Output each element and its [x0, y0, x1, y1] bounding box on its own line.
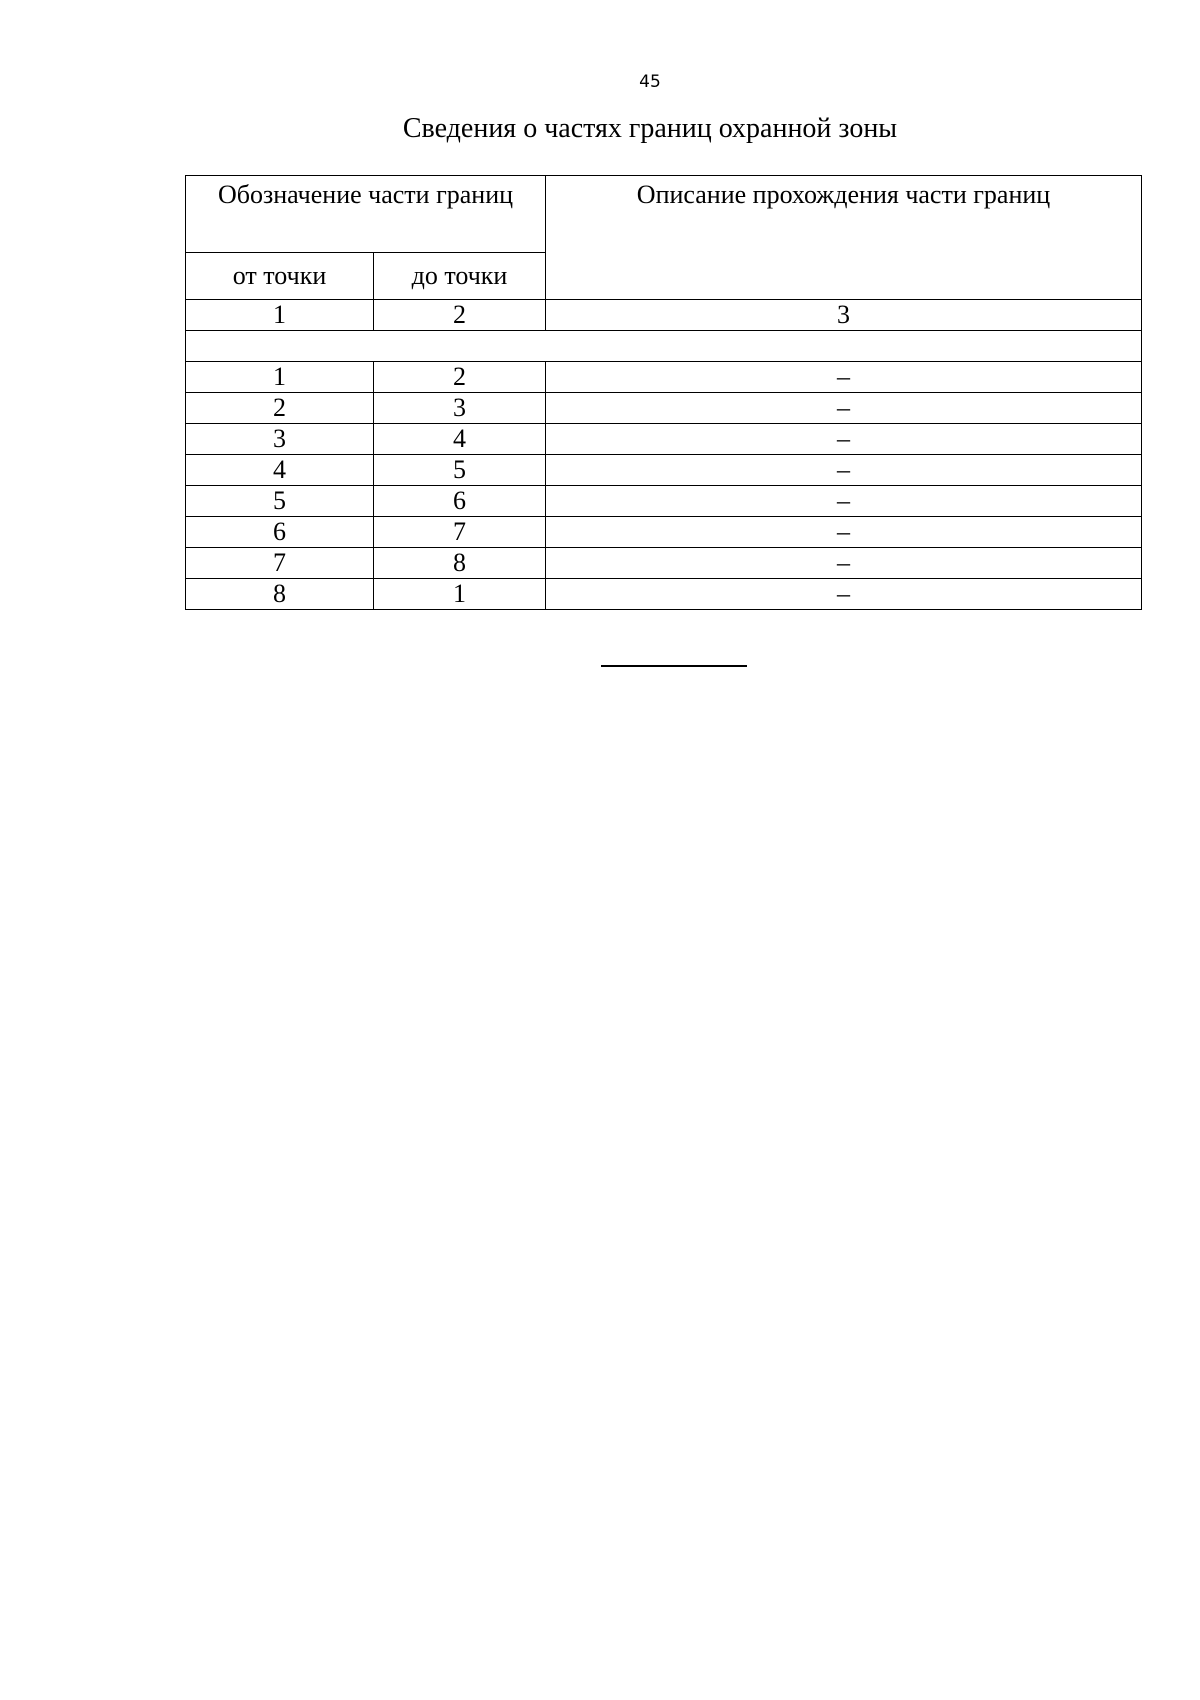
description-cell: – [546, 579, 1142, 610]
header-from-point: от точки [186, 253, 374, 300]
table-row [186, 393, 1142, 424]
description-cell: – [546, 362, 1142, 393]
from-point-cell: 6 [186, 517, 374, 548]
column-number-row [186, 300, 1142, 331]
to-point-cell: 1 [374, 579, 546, 610]
to-point-cell: 4 [374, 424, 546, 455]
description-cell: – [546, 424, 1142, 455]
end-divider-line [601, 665, 747, 667]
to-point-cell: 7 [374, 517, 546, 548]
description-cell: – [546, 455, 1142, 486]
column-number: 2 [374, 300, 546, 331]
to-point-cell: 6 [374, 486, 546, 517]
from-point-cell: 7 [186, 548, 374, 579]
from-point-cell: 8 [186, 579, 374, 610]
table-header-row [186, 176, 1142, 253]
from-point-cell: 1 [186, 362, 374, 393]
header-boundary-designation: Обозначение части границ [186, 176, 546, 253]
table-row [186, 362, 1142, 393]
table-row [186, 455, 1142, 486]
to-point-cell: 8 [374, 548, 546, 579]
header-to-point: до точки [374, 253, 546, 300]
table-row [186, 579, 1142, 610]
boundary-parts-table [185, 175, 1142, 610]
to-point-cell: 3 [374, 393, 546, 424]
description-cell: – [546, 548, 1142, 579]
document-title: Сведения о частях границ охранной зоны [402, 113, 898, 144]
description-cell: – [546, 517, 1142, 548]
from-point-cell: 3 [186, 424, 374, 455]
description-cell: – [546, 393, 1142, 424]
table-row [186, 486, 1142, 517]
from-point-cell: 5 [186, 486, 374, 517]
column-number: 1 [186, 300, 374, 331]
from-point-cell: 2 [186, 393, 374, 424]
empty-cell [186, 331, 1142, 362]
to-point-cell: 5 [374, 455, 546, 486]
empty-row [186, 331, 1142, 362]
from-point-cell: 4 [186, 455, 374, 486]
description-cell: – [546, 486, 1142, 517]
table-row [186, 424, 1142, 455]
header-boundary-description: Описание прохождения части границ [546, 176, 1142, 300]
page-number: 45 [639, 72, 661, 92]
to-point-cell: 2 [374, 362, 546, 393]
table-row [186, 548, 1142, 579]
table-row [186, 517, 1142, 548]
column-number: 3 [546, 300, 1142, 331]
